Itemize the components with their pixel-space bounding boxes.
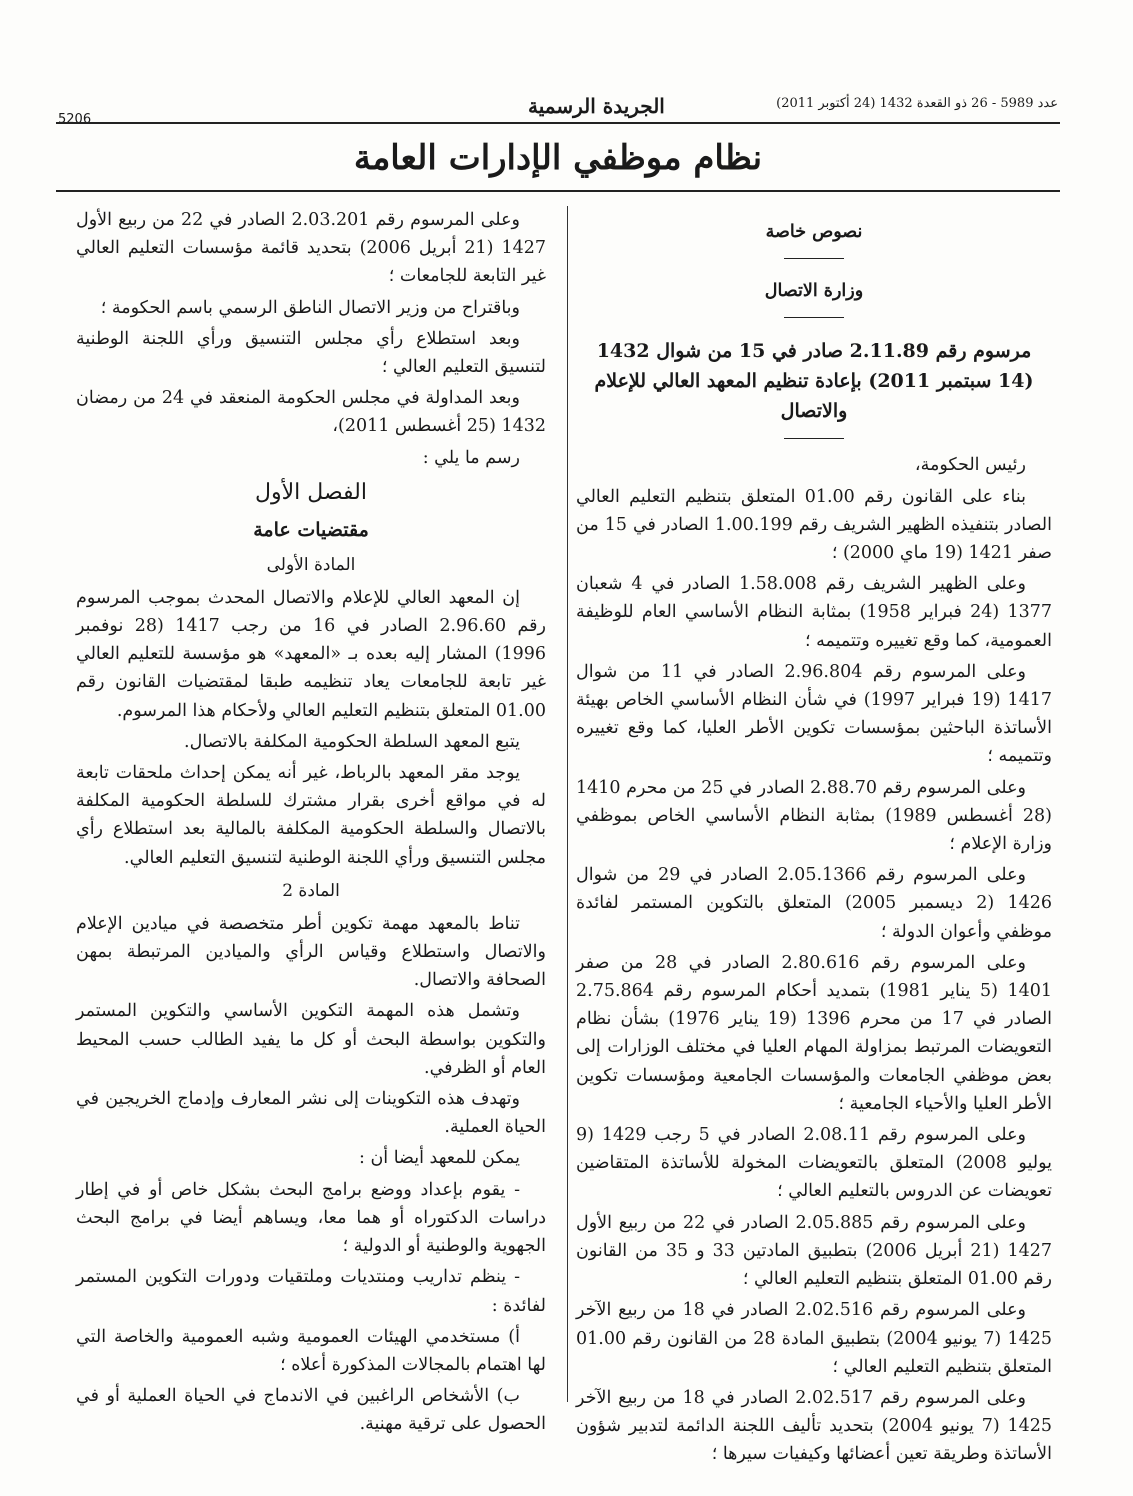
preamble-paragraph: وعلى المرسوم رقم 2.05.1366 الصادر في 29 من شوال 1426 (2 ديسمبر 2005) المتعلق بالتكوين المستمر لفائدة موظفي وأعوان الدولة ؛ (576, 865, 1052, 942)
chapter-title: الفصل الأول (255, 479, 367, 505)
right-column (576, 206, 1052, 1472)
decree-rule (784, 438, 844, 439)
preamble-paragraph: وعلى المرسوم رقم 2.80.616 الصادر في 28 من صفر 1401 (5 يناير 1981) بتمديد أحكام المرسوم رقم 2.75.864 الصادر في 17 من محرم 1396 (19 يناير 1976) بشأن نظام التعويضات المرتبط بمزاولة المهام العليا في مختلف الوزارات إلى بعض موظفي الجامعات والمؤسسات الجامعية ومؤسسات تكوين الأطر العليا والأحياء الجامعية ؛ (576, 952, 1053, 1114)
column-divider (567, 206, 568, 1402)
article-paragraph: وتهدف هذه التكوينات إلى نشر المعارف وإدماج الخريجين في الحياة العملية. (76, 1089, 546, 1138)
article-paragraph: وتشمل هذه المهمة التكوين الأساسي والتكوين المستمر والتكوين بواسطة البحث أو كل ما يفيد الطالب حسب المحيط العام أو الظرفي. (76, 1001, 546, 1078)
decree-title: مرسوم رقم 2.11.89 صادر في 15 من شوال 1432 (14 سبتمبر 2011) بإعادة تنظيم المعهد العالي للإعلام والاتصال (594, 340, 1034, 423)
ministry-rule (784, 317, 844, 318)
preamble-paragraph: وعلى المرسوم رقم 2.03.201 الصادر في 22 من ربيع الأول 1427 (21 أبريل 2006) بتحديد قائمة مؤسسات التعليم العالي غير التابعة للجامعات ؛ (76, 210, 547, 287)
preamble-paragraph: وعلى المرسوم رقم 2.02.516 الصادر في 18 من ربيع الآخر 1425 (7 يونيو 2004) بتطبيق المادة 28 من القانون رقم 01.00 المتعلق بتنظيم التعليم العالي ؛ (576, 1300, 1052, 1377)
chapter-subtitle: مقتضيات عامة (253, 518, 369, 541)
preamble-paragraph: وعلى المرسوم رقم 2.05.885 الصادر في 22 من ربيع الأول 1427 (21 أبريل 2006) بتطبيق المادتين 33 و 35 من القانون رقم 01.00 المتعلق بتنظيم التعليم العالي ؛ (576, 1212, 1053, 1290)
preamble-paragraph: وعلى المرسوم رقم 2.08.11 الصادر في 5 رجب 1429 (9 يوليو 2008) المتعلق بالتعويضات المخولة للأساتذة المتقاضين تعويضات عن الدروس بالتعليم العالي ؛ (576, 1125, 1052, 1202)
article-list-item: ب) الأشخاص الراغبين في الاندماج في الحياة العملية أو في الحصول على ترقية مهنية. (76, 1386, 546, 1435)
salutation: رئيس الحكومة، (914, 455, 1026, 476)
article-1-title: المادة الأولى (266, 554, 356, 575)
article-list-item: - ينظم تداريب ومنتديات وملتقيات ودورات التكوين المستمر لفائدة : (76, 1267, 546, 1316)
article-paragraph: يتبع المعهد السلطة الحكومية المكلفة بالاتصال. (184, 731, 520, 752)
article-paragraph: إن المعهد العالي للإعلام والاتصال المحدث بموجب المرسوم رقم 2.96.60 الصادر في 16 من رجب 1417 (28 نوفمبر 1996) المشار إليه بعده بـ «المعهد» هو مؤسسة للتعليم العالي غير تابعة للجامعات يعاد تنظيمه طبقا لمقتضيات القانون رقم 01.00 المتعلق بتنظيم التعليم العالي ولأحكام هذا المرسوم. (76, 587, 546, 721)
preamble-paragraph: وعلى الظهير الشريف رقم 1.58.008 الصادر في 4 شعبان 1377 (24 فبراير 1958) بمثابة النظام الأساسي العام للوظيفة العمومية، كما وقع تغييره وتتميمه ؛ (576, 574, 1052, 651)
preamble-paragraph: وبعد المداولة في مجلس الحكومة المنعقد في 24 من رمضان 1432 (25 أغسطس 2011)، (76, 388, 546, 437)
preamble-paragraph: وعلى المرسوم رقم 2.88.70 الصادر في 25 من محرم 1410 (28 أغسطس 1989) بمثابة النظام الأساسي الخاص بموظفي وزارة الإعلام ؛ (576, 777, 1052, 855)
article-list-item: - يقوم بإعداد ووضع برامج البحث بشكل خاص أو في إطار دراسات الدكتوراه أو هما معا، ويساهم أيضا في برامج البحث الجهوية والوطنية أو الدولية ؛ (76, 1179, 546, 1257)
issue-info: عدد 5989 - 26 ذو القعدة 1432 (24 أكتوبر 2011) (776, 96, 1058, 111)
preamble-paragraph: وعلى المرسوم رقم 2.96.804 الصادر في 11 من شوال 1417 (19 فبراير 1997) في شأن النظام الأساسي الخاص بهيئة الأساتذة الباحثين بمؤسسات تكوين الأطر العليا، كما وقع تغييره وتتميمه ؛ (576, 661, 1053, 767)
article-paragraph: تناط بالمعهد مهمة تكوين أطر متخصصة في ميادين الإعلام والاتصال واستطلاع وقياس الرأي والميادين المرتبطة بمهن الصحافة والاتصال. (76, 913, 546, 991)
ministry-name: وزارة الاتصال (764, 281, 864, 302)
page-number: 5206 (58, 112, 92, 127)
title-rule (56, 190, 1060, 192)
article-paragraph: يوجد مقر المعهد بالرباط، غير أنه يمكن إحداث ملحقات تابعة له في مواقع أخرى بقرار مشترك للسلطة الحكومية المكلفة بالاتصال والسلطة الحكومية المكلفة بالمالية بعد استطلاع رأي مجلس التنسيق ورأي اللجنة الوطنية لتنسيق التعليم العالي. (76, 763, 546, 868)
left-column (76, 206, 546, 1442)
header-rule (56, 122, 1060, 124)
article-2-title: المادة 2 (282, 880, 340, 901)
decrees-line: رسم ما يلي : (422, 447, 520, 468)
preamble-paragraph: وبعد استطلاع رأي مجلس التنسيق ورأي اللجنة الوطنية لتنسيق التعليم العالي ؛ (76, 328, 546, 378)
main-title: نظام موظفي الإدارات العامة (353, 138, 763, 178)
article-list-item: أ) مستخدمي الهيئات العمومية وشبه العمومية والخاصة التي لها اهتمام بالمجالات المذكورة أعلاه ؛ (76, 1326, 546, 1375)
page-header (58, 92, 1058, 127)
preamble-paragraph: وعلى المرسوم رقم 2.02.517 الصادر في 18 من ربيع الآخر 1425 (7 يونيو 2004) بتحديد تأليف اللجنة الدائمة لتدبير شؤون الأساتذة وطريقة تعين أعضائها وكيفيات سيرها ؛ (576, 1387, 1053, 1465)
section-rule (784, 258, 844, 259)
preamble-paragraph: وباقتراح من وزير الاتصال الناطق الرسمي باسم الحكومة ؛ (100, 297, 520, 318)
article-paragraph: يمكن للمعهد أيضا أن : (358, 1148, 520, 1169)
section-label: نصوص خاصة (765, 222, 863, 242)
journal-name: الجريدة الرسمية (528, 94, 665, 118)
preamble-paragraph: بناء على القانون رقم 01.00 المتعلق بتنظيم التعليم العالي الصادر بتنفيذه الظهير الشريف رقم 1.00.199 الصادر في 15 من صفر 1421 (19 ماي 2000) ؛ (576, 486, 1052, 564)
